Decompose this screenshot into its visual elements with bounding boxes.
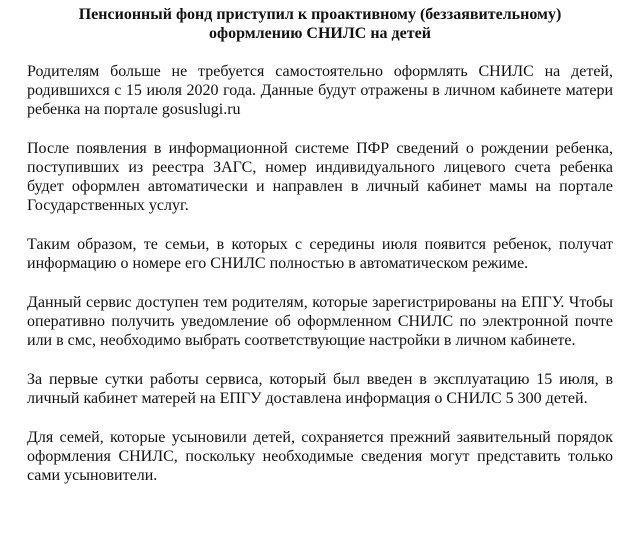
title-line-2: оформлению СНИЛС на детей — [209, 25, 431, 42]
paragraph-6: Для семей, которые усыновили детей, сохраняется прежний заявительный порядок оформления СНИЛС, поскольку необходимые сведения могут представить только сами усыновители. — [27, 429, 613, 484]
document-page — [27, 5, 613, 485]
paragraph-2: После появления в информационной системе ПФР сведений о рождении ребенка, поступивших из реестра ЗАГС, номер индивидуального лицевого счета ребенка будет оформлен автоматически и направлен в личный кабинет мамы на портале Государственных услуг. — [27, 140, 613, 214]
title-line-1: Пенсионный фонд приступил к проактивному (беззаявительному) — [78, 6, 562, 23]
paragraph-5: За первые сутки работы сервиса, который был введен в эксплуатацию 15 июля, в личный кабинет матерей на ЕПГУ доставлена информация о СНИЛС 5 300 детей. — [27, 371, 613, 407]
paragraph-3: Таким образом, те семьи, в которых с середины июля появится ребенок, получат информацию о номере его СНИЛС полностью в автоматическом режиме. — [27, 236, 613, 272]
paragraph-4: Данный сервис доступен тем родителям, которые зарегистрированы на ЕПГУ. Чтобы оперативно получить уведомление об оформленном СНИЛС по электронной почте или в смс, необходимо выбрать соответствующие настройки в личном кабинете. — [27, 294, 613, 349]
paragraph-1: Родителям больше не требуется самостоятельно оформлять СНИЛС на детей, родившихся с 15 июля 2020 года. Данные будут отражены в личном кабинете матери ребенка на портале gosuslugi.ru — [27, 63, 613, 118]
document-title — [27, 5, 613, 43]
